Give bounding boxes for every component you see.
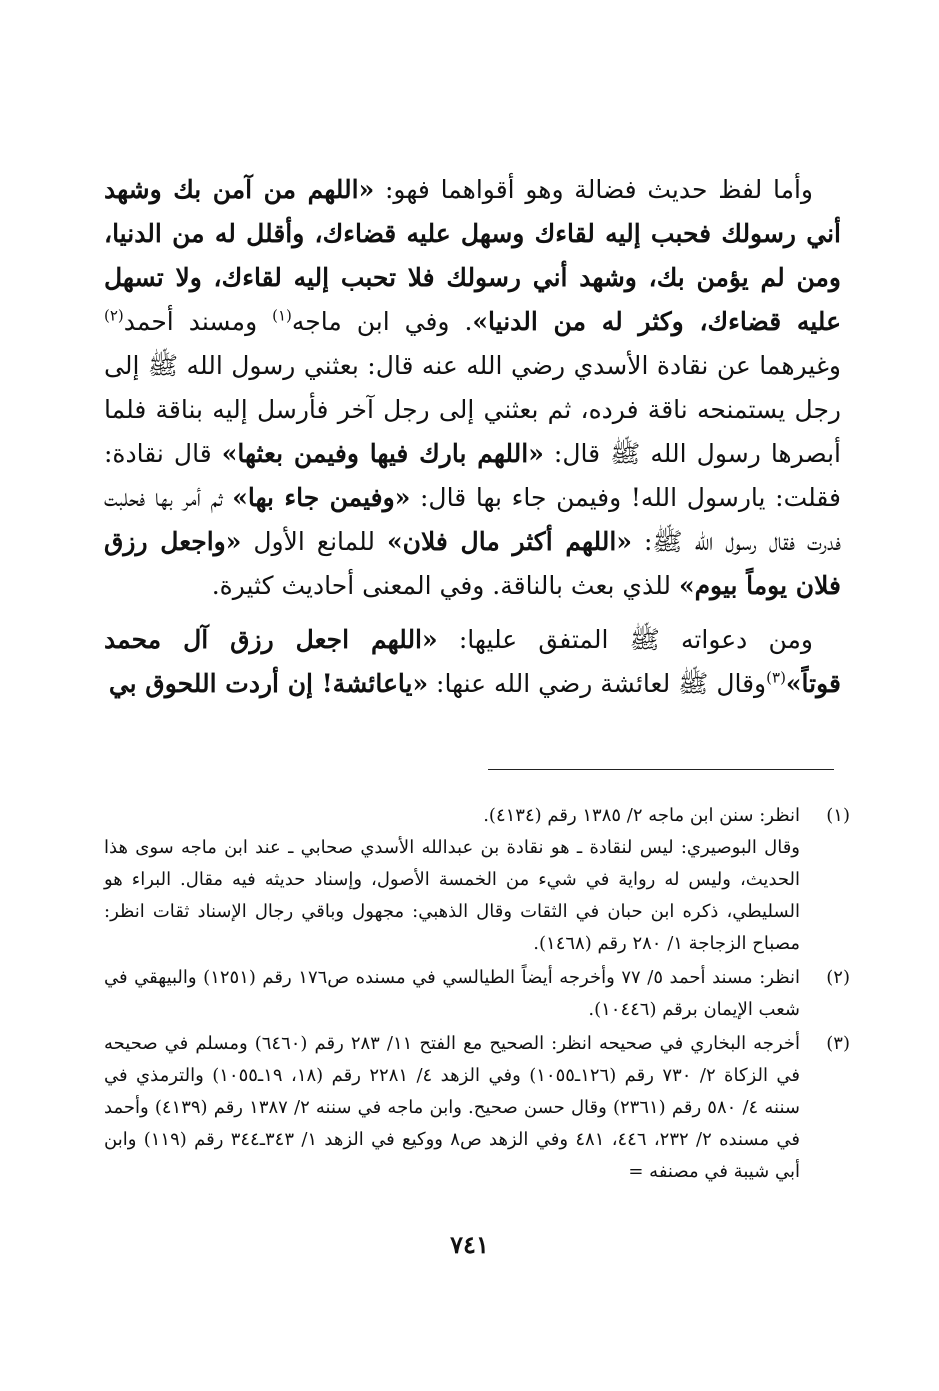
footnote-line: انظر: مسند أحمد ٥/ ٧٧ وأخرجه أيضاً الطيالسي في مسنده ص١٧٦ رقم (١٢٥١) والبيهقي في شعب الإيمان برقم (١٠٤٤٦). — [104, 967, 800, 1020]
paragraph-2 — [104, 618, 841, 706]
hadith-quote: «اللهم من آمن بك وشهد أني رسولك فحبب إليه لقاءك وسهل عليه قضاءك، وأقلل له من الدنيا، ومن لم يؤمن بك، وشهد أني رسولك فلا تحبب إليه لقاءك، ولا تسهل عليه قضاءك، وكثر له من الدنيا» — [104, 175, 841, 336]
main-text — [104, 168, 841, 706]
text-run: وقال ﷺ لعائشة رضي الله عنها: — [428, 669, 767, 698]
text-run: ومن دعواته ﷺ المتفق عليها: — [437, 625, 814, 654]
footnote-text — [104, 1028, 800, 1188]
text-run: قال نقادة: فقلت: يارسول الله! وفيمن جاء بها قال: — [104, 439, 841, 512]
hadith-quote: «ياعائشة! إن أردت اللحوق بي — [108, 669, 429, 698]
footnote-number: (١) — [826, 805, 850, 826]
footnote-ref-2[interactable]: (٢) — [104, 306, 124, 325]
footnote-number: (٢) — [826, 967, 850, 988]
footnote-3 — [104, 1028, 850, 1188]
hadith-quote: «وفيمن جاء بها» — [232, 483, 411, 512]
paragraph-1 — [104, 168, 841, 608]
hadith-quote: «واجعل رزق فلان يوماً بيوم» — [104, 527, 841, 600]
text-run: وغيرهما عن نقادة الأسدي رضي الله عنه قال: بعثني رسول الله ﷺ إلى رجل يستمنحه ناقة فرده، ثم بعثني إلى رجل آخر فأرسل إليه بناقة فلما أبصرها رسول الله ﷺ قال: — [104, 351, 841, 468]
text-run: وأما لفظ حديث فضالة وهو أقواهما فهو: — [374, 175, 813, 204]
hadith-quote: «اللهم أكثر مال فلان» — [386, 527, 632, 556]
footnote-ref-1[interactable]: (١) — [272, 306, 292, 325]
page-number: ٧٤١ — [450, 1230, 489, 1259]
footnote-line: وقال البوصيري: ليس لنقادة ـ هو نقادة بن عبدالله الأسدي صحابي ـ عند ابن ماجه سوى هذا الحديث، وليس له رواية في شيء من الخمسة الأصول، وإسناد حديثه فيه مقال. البراء هو السليطي، ذكره ابن حبان في الثقات وقال الذهبي: مجهول وباقي رجال الإسناد ثقات انظر: مصباح الزجاجة ١/ ٢٨٠ رقم (١٤٦٨). — [104, 837, 800, 954]
text-run: للمانع الأول — [241, 527, 387, 556]
text-run: ثم أمر بها فحلبت فدرت فقال رسول الله ﷺ: — [104, 483, 841, 556]
footnote-separator — [488, 769, 834, 770]
footnotes — [104, 800, 850, 1190]
text-run: للذي بعث بالناقة. وفي المعنى أحاديث كثيرة. — [211, 571, 679, 600]
footnote-line: أخرجه البخاري في صحيحه انظر: الصحيح مع الفتح ١١/ ٢٨٣ رقم (٦٤٦٠) ومسلم في صحيحه في الزكاة ٢/ ٧٣٠ رقم (١٢٦ـ١٠٥٥) وفي الزهد ٤/ ٢٢٨١ رقم (١٨، ١٩ـ١٠٥٥) والترمذي في سننه ٤/ ٥٨٠ رقم (٢٣٦١) وقال حسن صحيح. وابن ماجه في سننه ٢/ ١٣٨٧ رقم (٤١٣٩) وأحمد في مسنده ٢/ ٢٣٢، ٤٤٦، ٤٨١ وفي الزهد ص٨ ووكيع في الزهد ١/ ٣٤٣ـ٣٤٤ رقم (١١٩) وابن أبي شيبة في مصنفه = — [104, 1033, 801, 1182]
footnote-text — [104, 962, 800, 1026]
footnote-1 — [104, 800, 850, 960]
hadith-quote: «اللهم بارك فيها وفيمن بعثها» — [221, 439, 544, 468]
footnote-ref-3[interactable]: (٣) — [766, 668, 786, 687]
footnote-number: (٣) — [826, 1033, 850, 1054]
footnote-text — [104, 800, 800, 960]
text-run: ومسند أحمد — [123, 307, 273, 336]
text-run: . وفي ابن ماجه — [291, 307, 473, 336]
footnote-line: انظر: سنن ابن ماجه ٢/ ١٣٨٥ رقم (٤١٣٤). — [483, 805, 800, 826]
hadith-quote: «اللهم اجعل رزق آل محمد قوتاً» — [104, 625, 841, 698]
footnote-2 — [104, 962, 850, 1026]
